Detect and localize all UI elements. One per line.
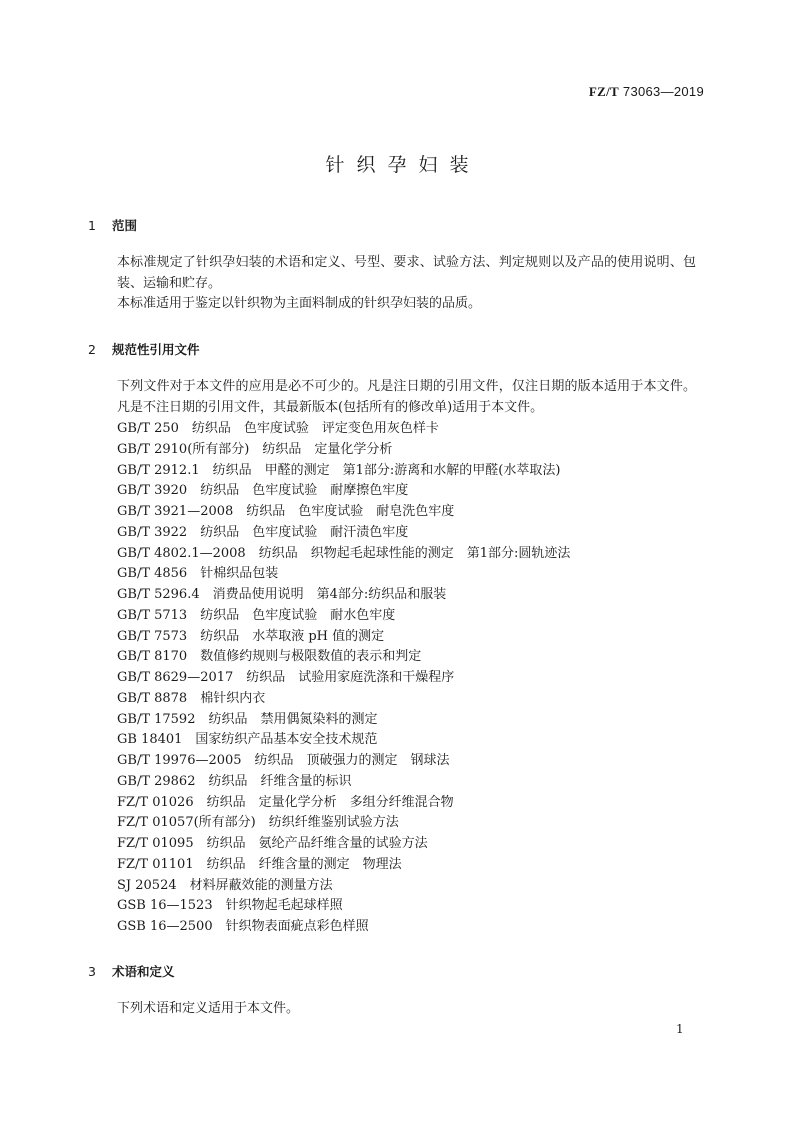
reference-item: FZ/T 01057(所有部分) 纺织纤维鉴别试验方法 [117, 815, 399, 831]
reference-item: GSB 16—2500 针织物表面疵点彩色样照 [117, 919, 369, 934]
reference-item: GB/T 5296.4 消费品使用说明 第4部分:纺织品和服装 [117, 587, 447, 602]
reference-item: GB/T 4856 针棉织品包装 [117, 566, 279, 582]
reference-item: GB/T 17592 纺织品 禁用偶氮染料的测定 [117, 711, 378, 727]
reference-item: FZ/T 01095 纺织品 氨纶产品纤维含量的试验方法 [117, 836, 428, 851]
paragraph-text: 本标准规定了针织孕妇装的术语和定义、号型、要求、试验方法、判定规则以及产品的使用说明、包装、运输和贮存。 [117, 255, 696, 291]
section-heading-1 [88, 216, 137, 234]
reference-item: GSB 16—1523 针织物起毛起球样照 [117, 898, 343, 914]
paragraph-text: 本标准适用于鉴定以针织物为主面料制成的针织孕妇装的品质。 [117, 296, 482, 311]
section-title: 规范性引用文件 [112, 342, 200, 357]
reference-item: GB/T 250 纺织品 色牢度试验 评定变色用灰色样卡 [117, 421, 439, 436]
page-number: 1 [676, 1022, 684, 1036]
scope-paragraph-1 [90, 253, 696, 294]
reference-item: FZ/T 01026 纺织品 定量化学分析 多组分纤维混合物 [117, 794, 454, 810]
section-number: 1 [88, 218, 96, 233]
scope-paragraph-2 [90, 294, 696, 315]
reference-item: GB 18401 国家纺织产品基本安全技术规范 [117, 732, 378, 748]
section-number: 2 [88, 342, 96, 357]
reference-item: GB/T 4802.1—2008 纺织品 织物起毛起球性能的测定 第1部分:圆轨迹法 [117, 545, 571, 561]
standard-code: 73063—2019 [622, 84, 704, 99]
reference-item: GB/T 2912.1 纺织品 甲醛的测定 第1部分:游离和水解的甲醛(水萃取法) [117, 462, 561, 478]
reference-item: GB/T 7573 纺织品 水萃取液 pH 值的测定 [117, 628, 385, 644]
paragraph-text: 下列文件对于本文件的应用是必不可少的。凡是注日期的引用文件，仅注日期的版本适用于本文件。凡是不注日期的引用文件，其最新版本(包括所有的修改单)适用于本文件。 [117, 379, 696, 415]
reference-item: GB/T 3920 纺织品 色牢度试验 耐摩擦色牢度 [117, 483, 409, 499]
document-title: 针织孕妇装 [325, 154, 481, 176]
reference-list [117, 419, 570, 938]
reference-item: GB/T 2910(所有部分) 纺织品 定量化学分析 [117, 441, 393, 457]
standard-prefix: FZ/T [588, 84, 619, 99]
standard-number [589, 84, 704, 100]
reference-item: FZ/T 01101 纺织品 纤维含量的测定 物理法 [117, 856, 402, 872]
section-title: 术语和定义 [112, 964, 175, 979]
normative-intro-paragraph [90, 377, 696, 418]
reference-item: GB/T 8170 数值修约规则与极限数值的表示和判定 [117, 649, 422, 665]
section-heading-3 [88, 962, 175, 980]
reference-item: GB/T 5713 纺织品 色牢度试验 耐水色牢度 [117, 607, 396, 623]
reference-item: GB/T 29862 纺织品 纤维含量的标识 [117, 773, 352, 789]
reference-item: GB/T 3922 纺织品 色牢度试验 耐汗渍色牢度 [117, 524, 409, 540]
terms-intro-paragraph [90, 999, 696, 1020]
section-number: 3 [88, 964, 96, 979]
reference-item: SJ 20524 材料屏蔽效能的测量方法 [117, 877, 333, 893]
reference-item: GB/T 8878 棉针织内衣 [117, 690, 266, 706]
section-heading-2 [88, 340, 200, 358]
reference-item: GB/T 3921—2008 纺织品 色牢度试验 耐皂洗色牢度 [117, 504, 455, 519]
section-title: 范围 [112, 218, 138, 233]
reference-item: GB/T 19976—2005 纺织品 顶破强力的测定 钢球法 [117, 753, 450, 768]
paragraph-text: 下列术语和定义适用于本文件。 [117, 1001, 300, 1016]
reference-item: GB/T 8629—2017 纺织品 试验用家庭洗涤和干燥程序 [117, 670, 455, 685]
